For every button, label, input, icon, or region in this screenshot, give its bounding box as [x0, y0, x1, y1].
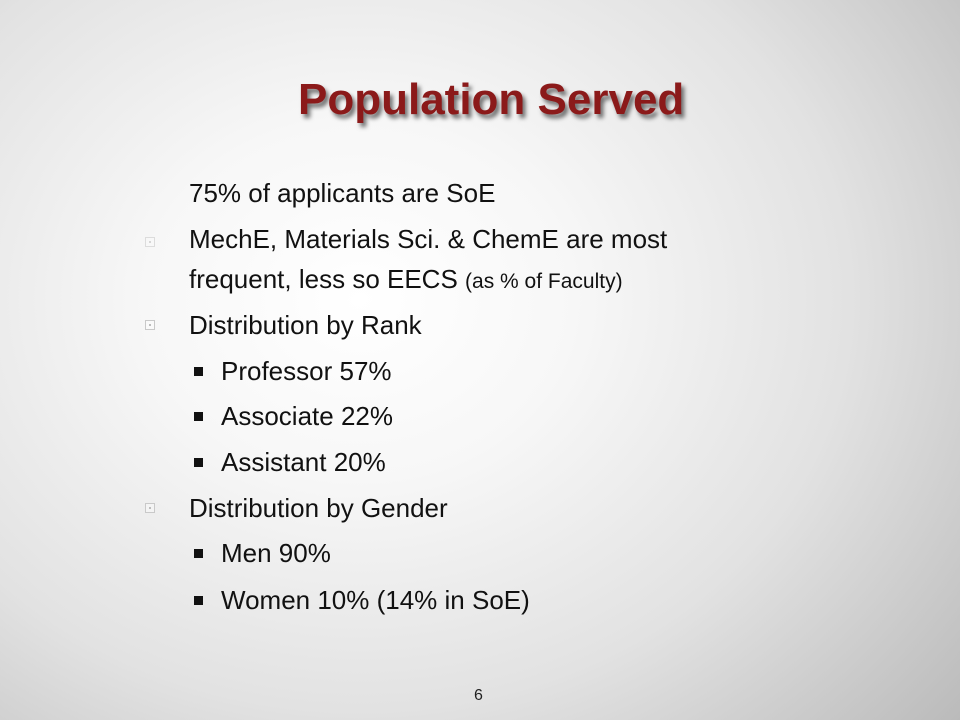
filled-square-bullet-icon — [194, 596, 203, 605]
bullet-text-note: (as % of Faculty) — [465, 270, 623, 293]
bullet-text: Associate 22% — [221, 401, 393, 431]
bullet-text: Men 90% — [221, 538, 331, 568]
page-number: 6 — [474, 687, 483, 704]
bullet-text-main: frequent, less so EECS — [189, 264, 458, 294]
bullet-text: Assistant 20% — [221, 447, 386, 477]
filled-square-bullet-icon — [194, 412, 203, 421]
bullet-text: 75% of applicants are SoE — [189, 178, 496, 208]
bullet-text: Distribution by Gender — [189, 493, 448, 523]
bullet-text: Women 10% (14% in SoE) — [221, 585, 530, 615]
square-bullet-icon — [145, 320, 155, 330]
bullet-text: Distribution by Rank — [189, 310, 422, 340]
slide-title: Population Served — [298, 75, 685, 124]
filled-square-bullet-icon — [194, 367, 203, 376]
square-bullet-icon — [145, 503, 155, 513]
bullet-text: MechE, Materials Sci. & ChemE are most — [189, 224, 668, 254]
filled-square-bullet-icon — [194, 458, 203, 467]
square-bullet-icon — [145, 237, 155, 247]
bullet-text-line-2 — [189, 262, 623, 299]
filled-square-bullet-icon — [194, 549, 203, 558]
bullet-text: Professor 57% — [221, 356, 392, 386]
